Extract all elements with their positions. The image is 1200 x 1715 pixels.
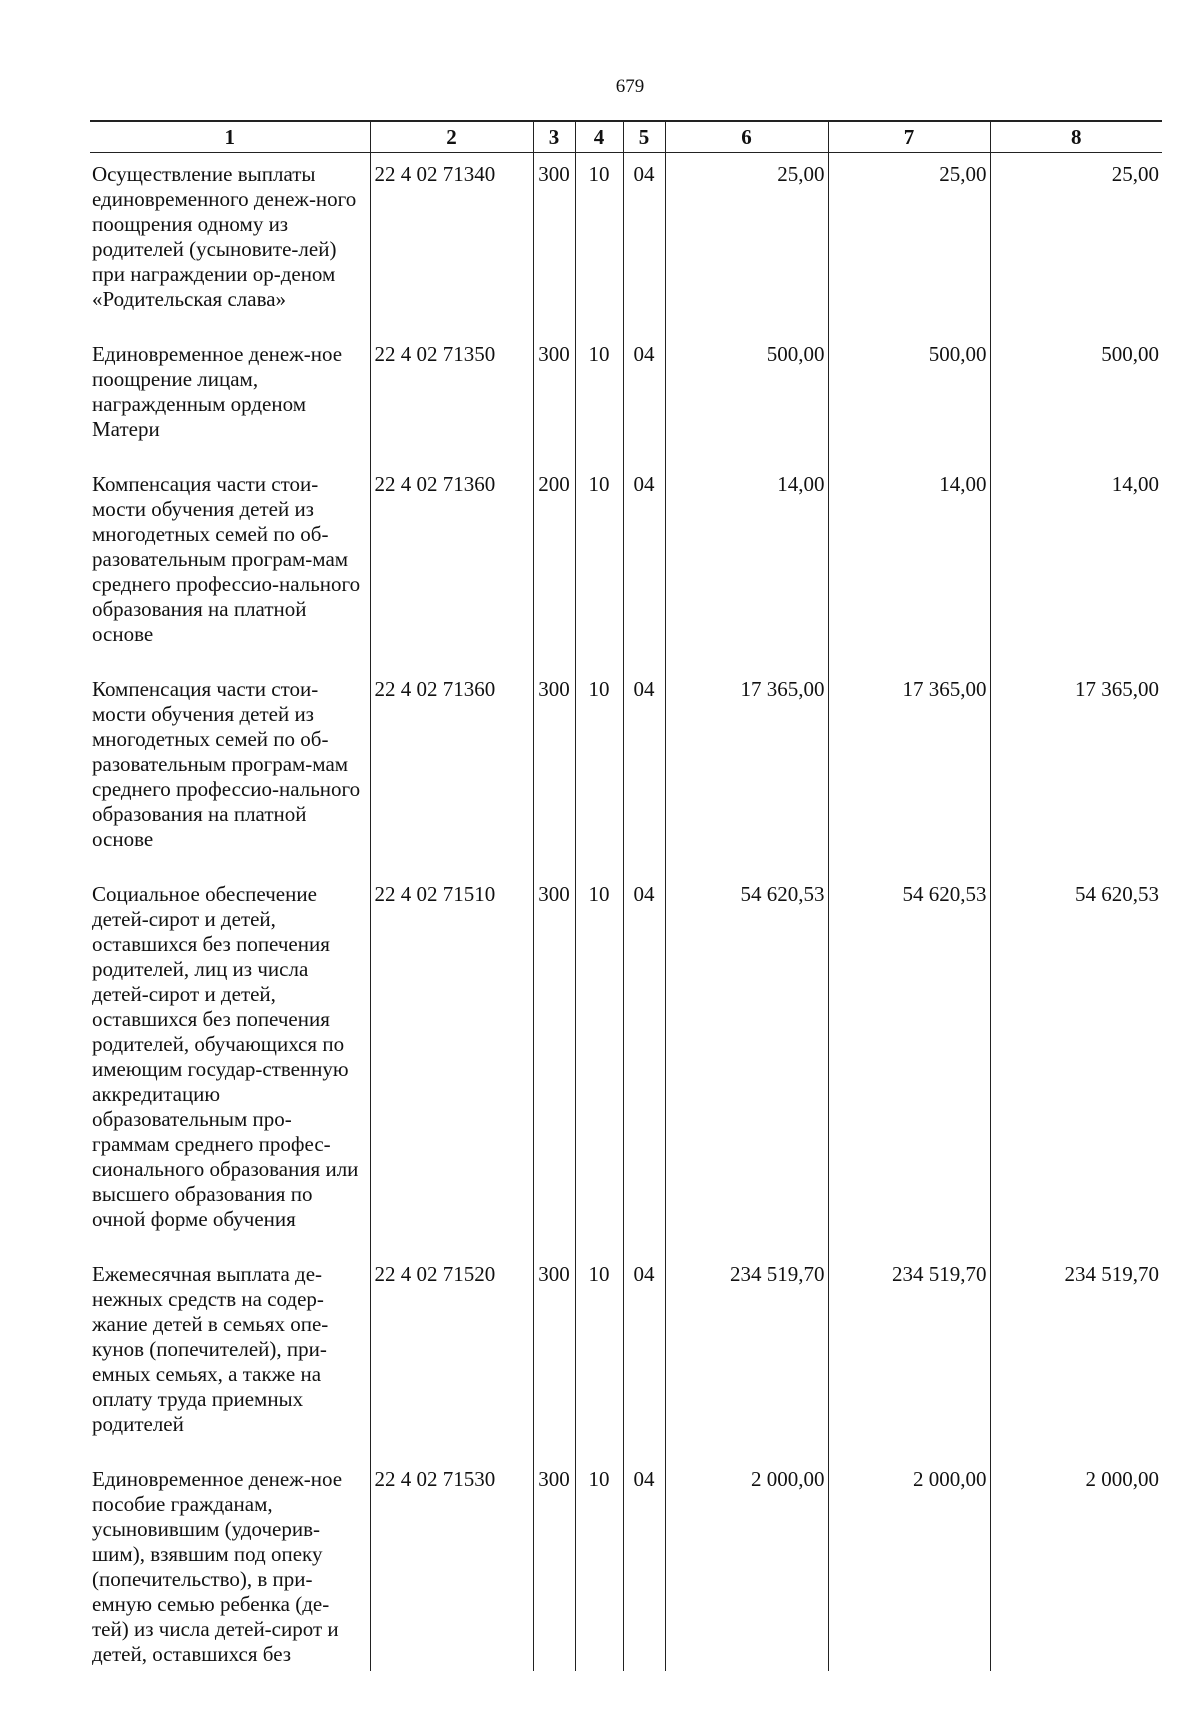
amount-col-8: 234 519,70: [990, 1253, 1162, 1458]
section-code: 10: [575, 333, 623, 463]
amount-col-8: 14,00: [990, 463, 1162, 668]
subsection-code: 04: [623, 463, 665, 668]
subsection-code: 04: [623, 153, 665, 334]
table-row: [90, 333, 1162, 463]
amount-col-8: 2 000,00: [990, 1458, 1162, 1671]
target-article-code: 22 4 02 71360: [370, 668, 533, 873]
expense-type-code: 300: [533, 333, 575, 463]
column-header: 3: [533, 121, 575, 153]
expense-name: Компенсация части стои-мости обучения детей из многодетных семей по об-разовательным програм-мам среднего профессио-нального образования на платной основе: [90, 463, 370, 668]
expense-type-code: 300: [533, 668, 575, 873]
table-row: [90, 1253, 1162, 1458]
expense-name: Единовременное денеж-ное поощрение лицам, награжденным орденом Матери: [90, 333, 370, 463]
subsection-code: 04: [623, 668, 665, 873]
section-code: 10: [575, 1253, 623, 1458]
amount-col-6: 17 365,00: [665, 668, 828, 873]
column-number-header: [90, 121, 1162, 153]
amount-col-8: 25,00: [990, 153, 1162, 334]
column-header: 4: [575, 121, 623, 153]
expense-name: Осуществление выплаты единовременного денеж-ного поощрения одному из родителей (усыновите-лей) при награждении ор-деном «Родительская слава»: [90, 153, 370, 334]
expense-name: Социальное обеспечение детей-сирот и детей, оставшихся без попечения родителей, лиц из числа детей-сирот и детей, оставшихся без попечения родителей, обучающихся по имеющим государ-ственную аккредитацию образовательным про-граммам среднего профес-сионального образования или высшего образования по очной форме обучения: [90, 873, 370, 1253]
column-header: 8: [990, 121, 1162, 153]
table-row: [90, 873, 1162, 1253]
page-number: 679: [615, 76, 645, 97]
expense-type-code: 300: [533, 873, 575, 1253]
amount-col-6: 234 519,70: [665, 1253, 828, 1458]
target-article-code: 22 4 02 71510: [370, 873, 533, 1253]
table-row: [90, 1458, 1162, 1671]
target-article-code: 22 4 02 71360: [370, 463, 533, 668]
subsection-code: 04: [623, 873, 665, 1253]
expense-name: Компенсация части стои-мости обучения детей из многодетных семей по об-разовательным програм-мам среднего профессио-нального образования на платной основе: [90, 668, 370, 873]
expense-type-code: 300: [533, 1253, 575, 1458]
amount-col-6: 54 620,53: [665, 873, 828, 1253]
column-header: 2: [370, 121, 533, 153]
section-code: 10: [575, 463, 623, 668]
amount-col-6: 500,00: [665, 333, 828, 463]
section-code: 10: [575, 668, 623, 873]
subsection-code: 04: [623, 1253, 665, 1458]
column-header: 7: [828, 121, 990, 153]
budget-table: [90, 120, 1162, 1671]
subsection-code: 04: [623, 333, 665, 463]
amount-col-7: 54 620,53: [828, 873, 990, 1253]
amount-col-8: 17 365,00: [990, 668, 1162, 873]
table-row: [90, 153, 1162, 334]
section-code: 10: [575, 153, 623, 334]
expense-type-code: 200: [533, 463, 575, 668]
target-article-code: 22 4 02 71350: [370, 333, 533, 463]
subsection-code: 04: [623, 1458, 665, 1671]
section-code: 10: [575, 1458, 623, 1671]
amount-col-8: 500,00: [990, 333, 1162, 463]
amount-col-6: 14,00: [665, 463, 828, 668]
table-row: [90, 463, 1162, 668]
amount-col-6: 2 000,00: [665, 1458, 828, 1671]
expense-type-code: 300: [533, 1458, 575, 1671]
section-code: 10: [575, 873, 623, 1253]
expense-name: Единовременное денеж-ное пособие гражданам, усыновившим (удочерив-шим), взявшим под опеку (попечительство), в при-емную семью ребенка (де-тей) из числа детей-сирот и детей, оставшихся без: [90, 1458, 370, 1671]
amount-col-7: 17 365,00: [828, 668, 990, 873]
target-article-code: 22 4 02 71340: [370, 153, 533, 334]
column-header: 5: [623, 121, 665, 153]
expense-type-code: 300: [533, 153, 575, 334]
amount-col-7: 14,00: [828, 463, 990, 668]
target-article-code: 22 4 02 71520: [370, 1253, 533, 1458]
amount-col-7: 500,00: [828, 333, 990, 463]
amount-col-7: 2 000,00: [828, 1458, 990, 1671]
amount-col-7: 25,00: [828, 153, 990, 334]
table-row: [90, 668, 1162, 873]
column-header: 1: [90, 121, 370, 153]
column-header: 6: [665, 121, 828, 153]
expense-name: Ежемесячная выплата де-нежных средств на содер-жание детей в семьях опе-кунов (попечителей), при-емных семьях, а также на оплату труда приемных родителей: [90, 1253, 370, 1458]
amount-col-7: 234 519,70: [828, 1253, 990, 1458]
target-article-code: 22 4 02 71530: [370, 1458, 533, 1671]
amount-col-8: 54 620,53: [990, 873, 1162, 1253]
amount-col-6: 25,00: [665, 153, 828, 334]
